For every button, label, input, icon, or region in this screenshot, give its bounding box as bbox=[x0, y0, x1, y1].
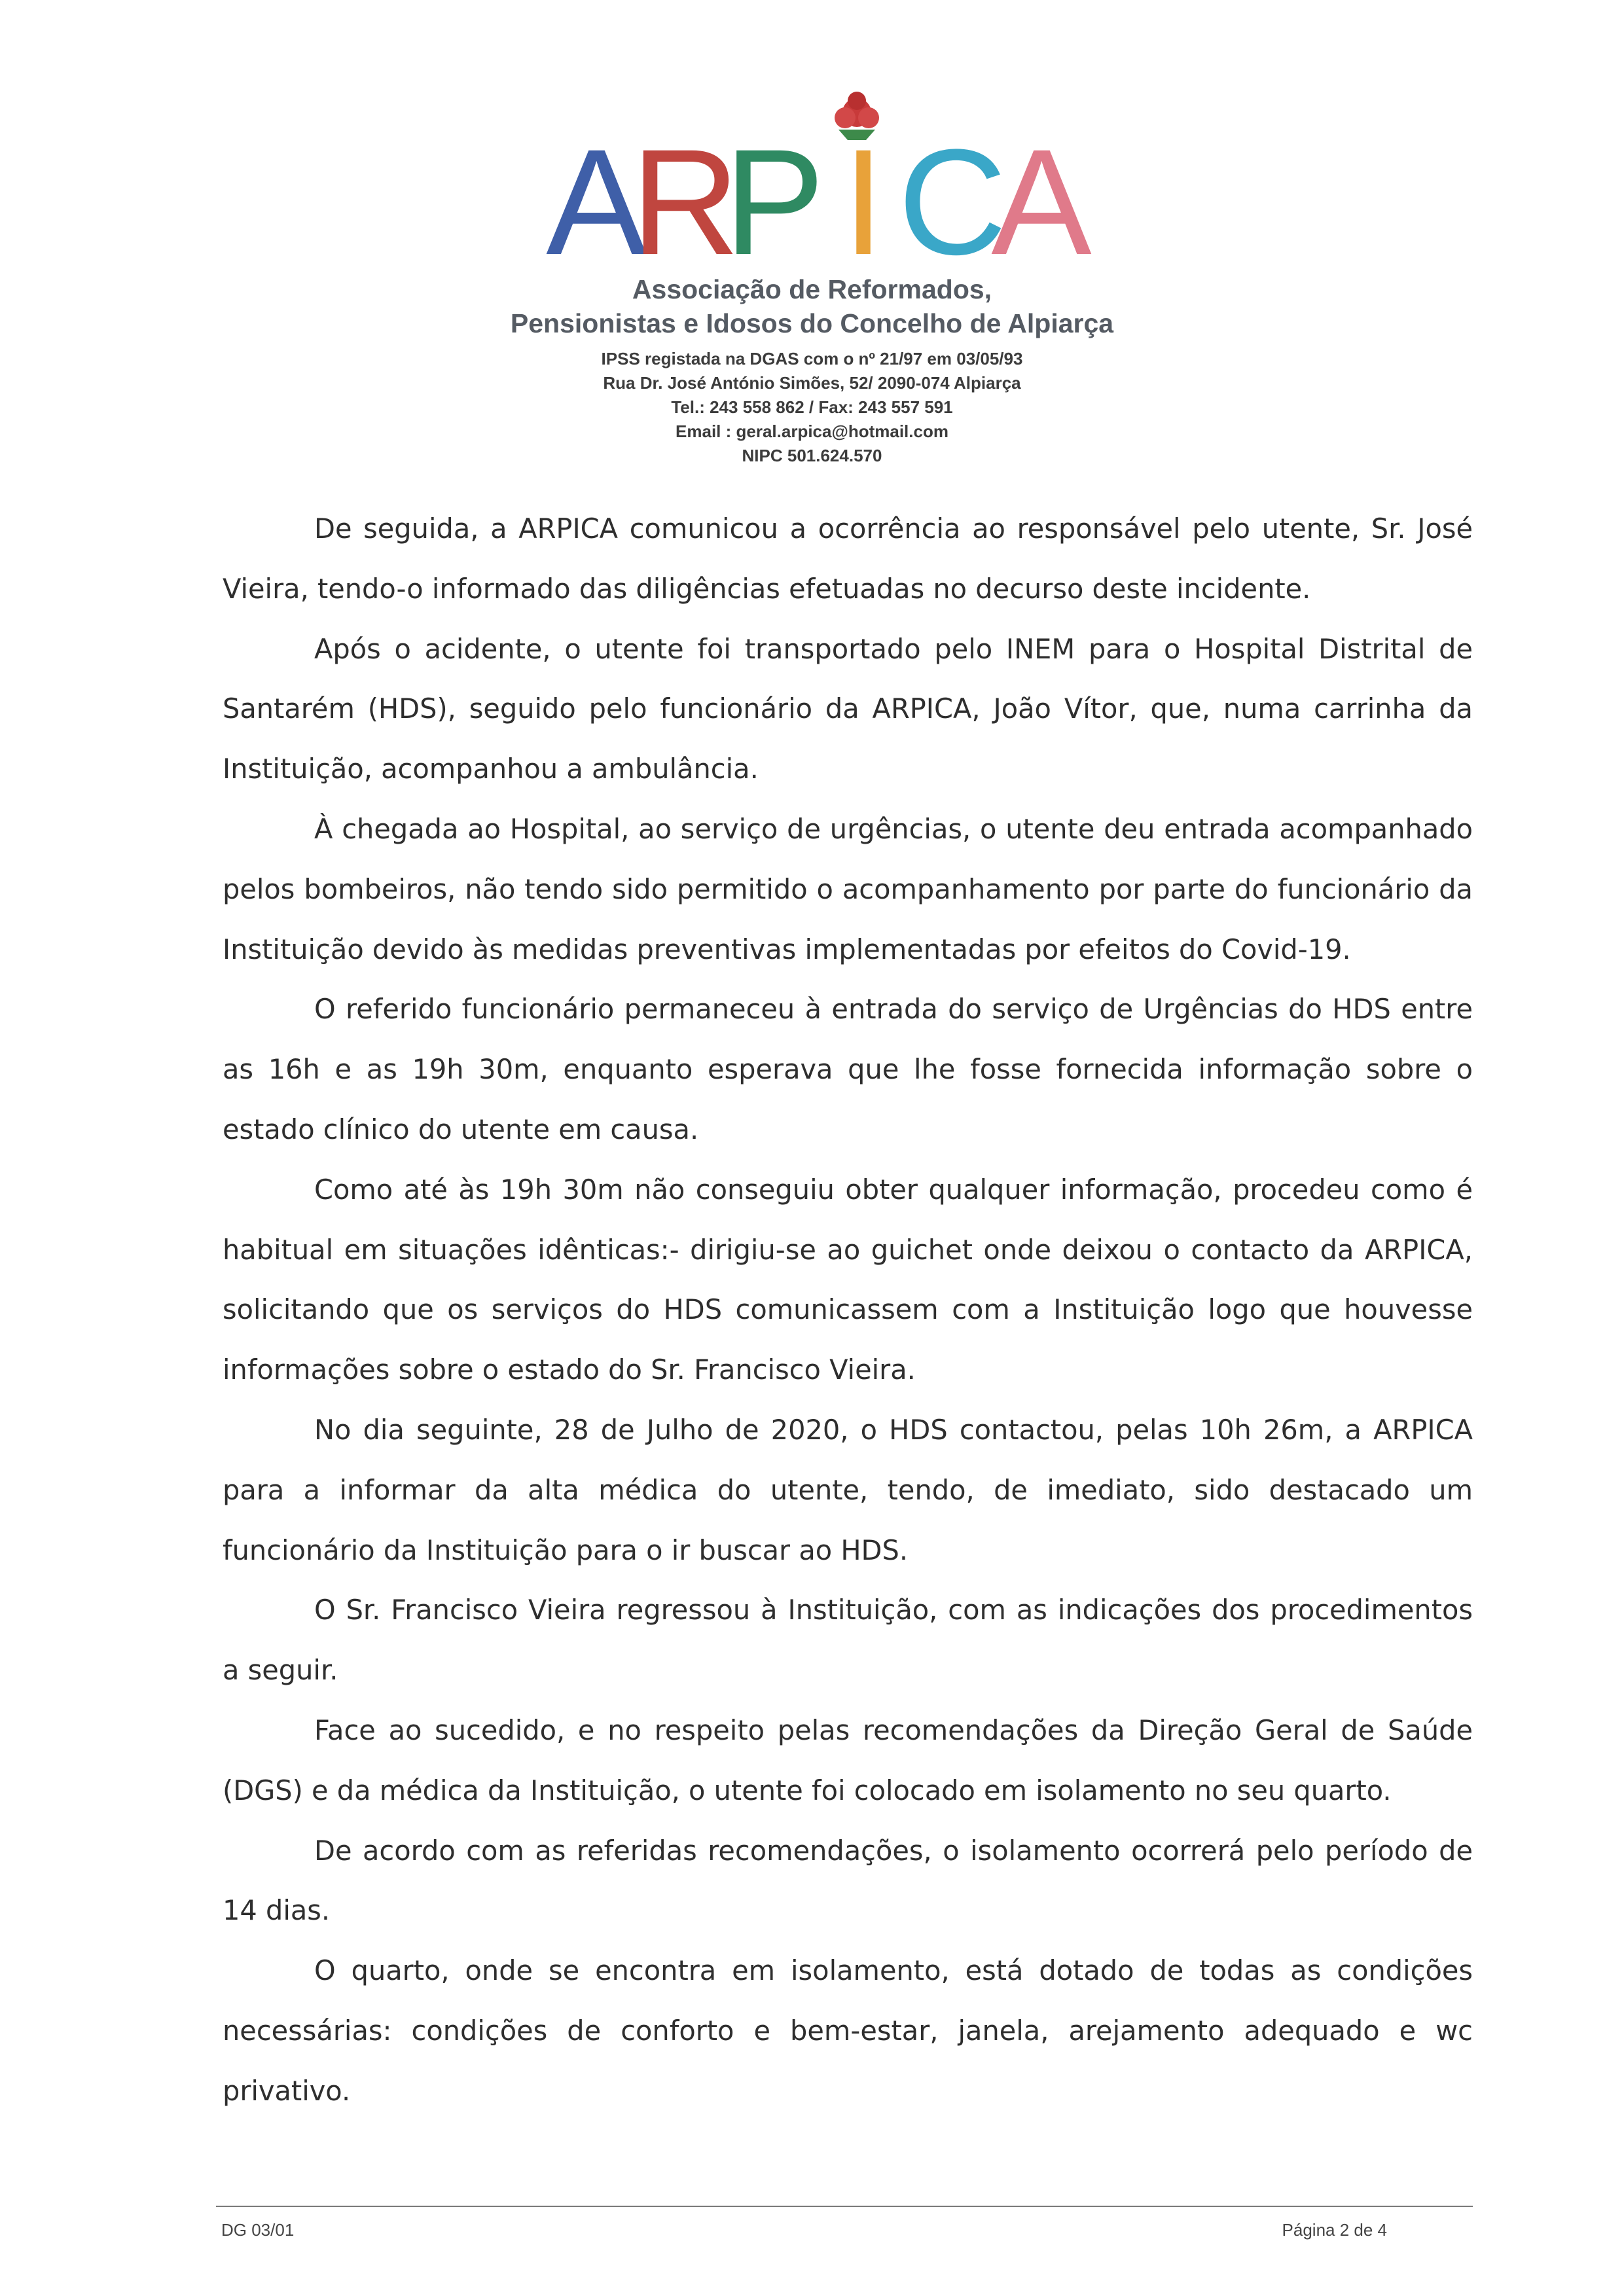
body-paragraph: Como até às 19h 30m não conseguiu obter qualquer informação, procedeu como é habitual em situações idênticas:- dirigiu-se ao guichet onde deixou o contacto da ARPICA, solicitando que os serviços do HDS comunicassem com a Instituição logo que houvesse informações sobre o estado do Sr. Francisco Vieira. bbox=[223, 1173, 1473, 1386]
logo-letter: P bbox=[723, 118, 825, 268]
body-paragraph: O referido funcionário permaneceu à entrada do serviço de Urgências do HDS entre as 16h e as 19h 30m, enquanto esperava que lhe fosse fornecida informação sobre o estado clínico do utente em causa. bbox=[223, 993, 1473, 1145]
footer-divider bbox=[216, 2206, 1473, 2207]
body-paragraph: Após o acidente, o utente foi transportado pelo INEM para o Hospital Distrital de Santarém (HDS), seguido pelo funcionário da ARPICA, João Vítor, que, numa carrinha da Instituição, acompanhou a ambulância. bbox=[223, 632, 1473, 785]
logo-letter: A bbox=[990, 118, 1092, 268]
email-line: Email : geral.arpica@hotmail.com bbox=[676, 422, 948, 441]
nipc-line: NIPC 501.624.570 bbox=[742, 446, 882, 465]
organization-details bbox=[0, 347, 1624, 468]
body-paragraph: À chegada ao Hospital, ao serviço de urgências, o utente deu entrada acompanhado pelos bombeiros, não tendo sido permitido o acompanhamento por parte do funcionário da Instituição devido às medidas preventivas implementadas por efeitos do Covid-19. bbox=[223, 812, 1473, 965]
address-line: Rua Dr. José António Simões, 52/ 2090-074 Alpiarça bbox=[603, 373, 1021, 393]
logo-letter: A bbox=[545, 118, 647, 268]
body-paragraph: De seguida, a ARPICA comunicou a ocorrência ao responsável pelo utente, Sr. José Vieira, tendo-o informado das diligências efetuadas no decurso deste incidente. bbox=[223, 512, 1473, 605]
letterhead bbox=[0, 85, 1624, 468]
arpica-logo bbox=[531, 85, 1094, 268]
registration-line: IPSS registada na DGAS com o nº 21/97 em 03/05/93 bbox=[601, 349, 1023, 368]
body-paragraph: No dia seguinte, 28 de Julho de 2020, o HDS contactou, pelas 10h 26m, a ARPICA para a informar da alta médica do utente, tendo, de imediato, sido destacado um funcionário da Instituição para o ir buscar ao HDS. bbox=[223, 1413, 1473, 1566]
document-code: DG 03/01 bbox=[221, 2220, 295, 2240]
logo-letter: R bbox=[630, 118, 740, 268]
organization-name-line: Associação de Reformados, bbox=[632, 274, 992, 304]
organization-name bbox=[0, 272, 1624, 340]
phone-fax-line: Tel.: 243 558 862 / Fax: 243 557 591 bbox=[671, 397, 953, 417]
organization-name-line: Pensionistas e Idosos do Concelho de Alpiarça bbox=[510, 308, 1114, 338]
letter-body bbox=[223, 499, 1473, 2121]
page-number: Página 2 de 4 bbox=[1282, 2220, 1387, 2240]
body-paragraph: De acordo com as referidas recomendações, o isolamento ocorrerá pelo período de 14 dias. bbox=[223, 1834, 1473, 1927]
body-paragraph: O quarto, onde se encontra em isolamento, está dotado de todas as condições necessárias: condições de conforto e bem-estar, janela, arejamento adequado e wc privativo. bbox=[223, 1954, 1473, 2107]
logo-letter: I bbox=[842, 118, 884, 268]
body-paragraph: O Sr. Francisco Vieira regressou à Instituição, com as indicações dos procedimentos a seguir. bbox=[223, 1594, 1473, 1687]
body-paragraph: Face ao sucedido, e no respeito pelas recomendações da Direção Geral de Saúde (DGS) e da médica da Instituição, o utente foi colocado em isolamento no seu quarto. bbox=[223, 1713, 1473, 1806]
logo-letter: C bbox=[897, 118, 1007, 268]
